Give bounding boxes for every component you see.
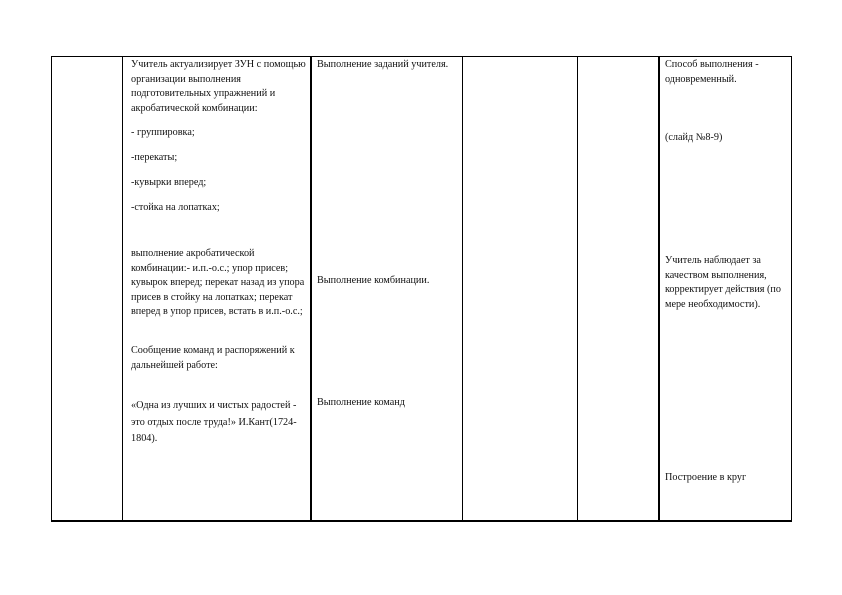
table-right-border bbox=[791, 56, 792, 521]
commands-message: Сообщение команд и распоряжений к дальнейшей работе: bbox=[131, 345, 295, 371]
exercise-item-grouping: - группировка; bbox=[131, 127, 195, 138]
table-top-border bbox=[51, 56, 792, 57]
column-divider-1 bbox=[122, 56, 123, 521]
teacher-observation-note: Учитель наблюдает за качеством выполнения, корректирует действия (по мере необходимости). bbox=[665, 255, 781, 310]
slide-reference: (слайд №8-9) bbox=[665, 132, 723, 143]
exercise-item-rolls: -перекаты; bbox=[131, 152, 178, 163]
exercise-item-shoulder-stand: -стойка на лопатках; bbox=[131, 202, 220, 213]
column-divider-4 bbox=[577, 56, 578, 521]
method-note: Способ выполнения - одновременный. bbox=[665, 59, 759, 85]
exercise-item-somersault: -кувырки вперед; bbox=[131, 177, 207, 188]
student-commands-text: Выполнение команд bbox=[317, 397, 405, 408]
circle-formation-note: Построение в круг bbox=[665, 472, 747, 483]
column-divider-2 bbox=[310, 56, 312, 521]
column-divider-3 bbox=[462, 56, 463, 521]
kant-quote: «Одна из лучших и чистых радостей - это отдых после труда!» И.Кант(1724-1804). bbox=[131, 400, 297, 444]
combination-description: выполнение акробатической комбинации:- и.п.-о.с.; упор присев; кувырок вперед; перекат назад из упора присев в стойку на лопатках; перекат вперед в упор присев, встать в и.п.-о.с.; bbox=[131, 248, 305, 318]
column-divider-5 bbox=[658, 56, 660, 521]
table-bottom-border bbox=[51, 520, 792, 522]
student-tasks-text: Выполнение заданий учителя. bbox=[317, 59, 449, 70]
lesson-table bbox=[51, 56, 792, 521]
table-left-border bbox=[51, 56, 52, 521]
student-combination-text: Выполнение комбинации. bbox=[317, 275, 430, 286]
teacher-intro-text: Учитель актуализирует ЗУН с помощью организации выполнения подготовительных упражнений и акробатической комбинации: bbox=[131, 59, 306, 114]
